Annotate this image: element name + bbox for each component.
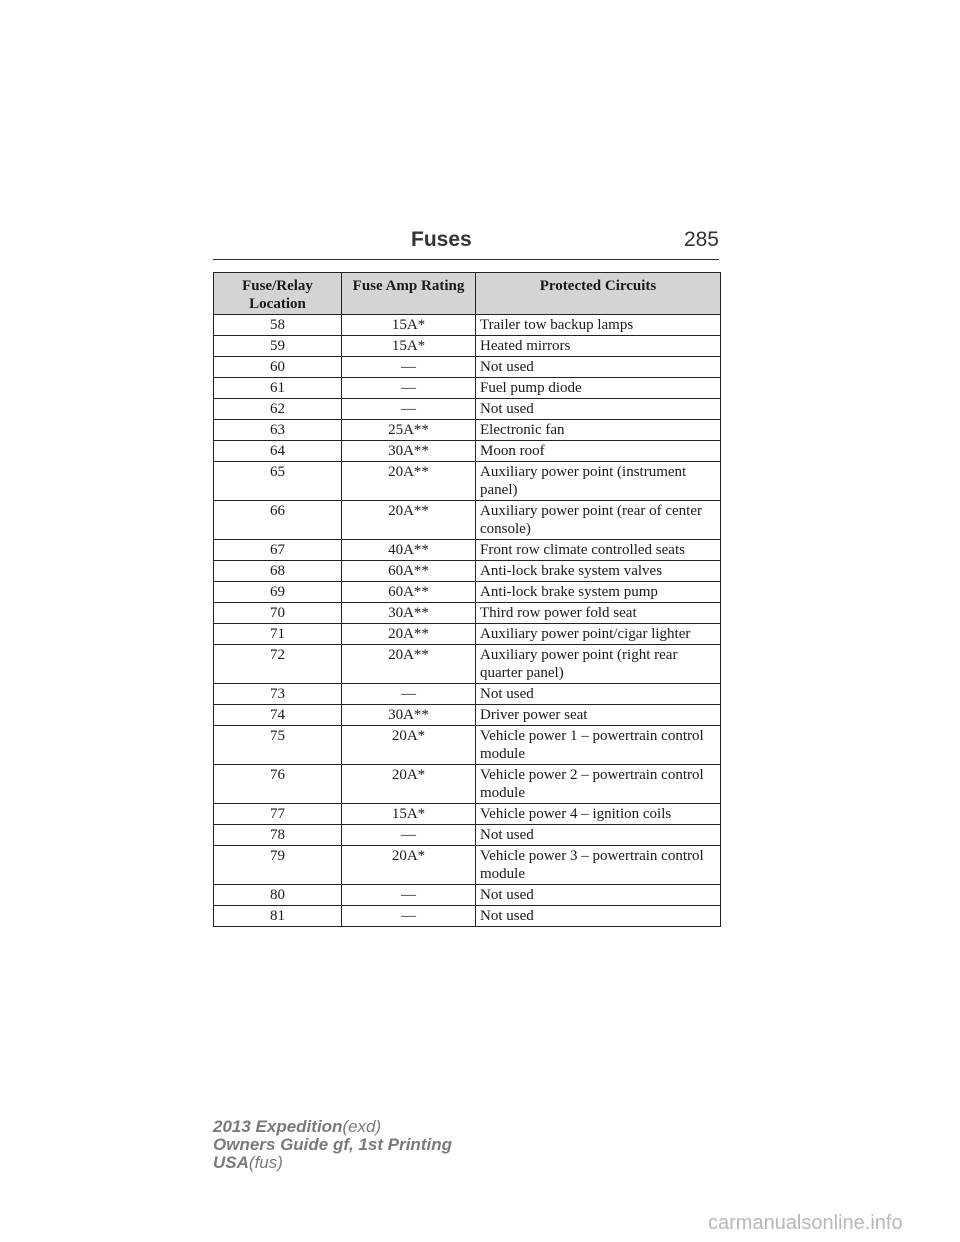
cell-amp-rating: 20A** xyxy=(342,501,476,540)
cell-protected-circuit: Vehicle power 3 – powertrain control module xyxy=(476,846,721,885)
cell-location: 64 xyxy=(214,441,342,462)
cell-location: 68 xyxy=(214,561,342,582)
table-row xyxy=(214,462,721,501)
cell-protected-circuit: Not used xyxy=(476,906,721,927)
table-row xyxy=(214,561,721,582)
table-header-row xyxy=(214,273,721,315)
cell-protected-circuit: Heated mirrors xyxy=(476,336,721,357)
table-row xyxy=(214,582,721,603)
cell-location: 78 xyxy=(214,825,342,846)
cell-location: 58 xyxy=(214,315,342,336)
table-row xyxy=(214,603,721,624)
footer-line-region: USA(fus) xyxy=(213,1153,283,1172)
table-row xyxy=(214,726,721,765)
cell-amp-rating: 20A** xyxy=(342,624,476,645)
page-number: 285 xyxy=(683,228,719,251)
table-row xyxy=(214,336,721,357)
section-title: Fuses xyxy=(411,228,472,251)
cell-protected-circuit: Vehicle power 1 – powertrain control module xyxy=(476,726,721,765)
cell-protected-circuit: Front row climate controlled seats xyxy=(476,540,721,561)
cell-amp-rating: 30A** xyxy=(342,603,476,624)
cell-protected-circuit: Auxiliary power point (instrument panel) xyxy=(476,462,721,501)
table-row xyxy=(214,906,721,927)
table-row xyxy=(214,825,721,846)
cell-location: 63 xyxy=(214,420,342,441)
cell-amp-rating: 30A** xyxy=(342,441,476,462)
cell-protected-circuit: Electronic fan xyxy=(476,420,721,441)
cell-location: 76 xyxy=(214,765,342,804)
cell-amp-rating: 15A* xyxy=(342,336,476,357)
cell-amp-rating: 20A** xyxy=(342,462,476,501)
footer-line-model: 2013 Expedition(exd) xyxy=(213,1117,382,1136)
cell-location: 60 xyxy=(214,357,342,378)
table-row xyxy=(214,846,721,885)
cell-protected-circuit: Anti-lock brake system valves xyxy=(476,561,721,582)
column-header-protected-circuits: Protected Circuits xyxy=(476,273,721,315)
table-row xyxy=(214,357,721,378)
cell-location: 73 xyxy=(214,684,342,705)
table-row xyxy=(214,804,721,825)
cell-protected-circuit: Anti-lock brake system pump xyxy=(476,582,721,603)
cell-location: 65 xyxy=(214,462,342,501)
table-row xyxy=(214,624,721,645)
cell-amp-rating: — xyxy=(342,684,476,705)
cell-location: 70 xyxy=(214,603,342,624)
cell-location: 71 xyxy=(214,624,342,645)
column-header-amp-rating: Fuse Amp Rating xyxy=(342,273,476,315)
cell-protected-circuit: Vehicle power 4 – ignition coils xyxy=(476,804,721,825)
cell-amp-rating: 60A** xyxy=(342,582,476,603)
cell-protected-circuit: Auxiliary power point (right rear quarter panel) xyxy=(476,645,721,684)
cell-protected-circuit: Not used xyxy=(476,885,721,906)
cell-location: 81 xyxy=(214,906,342,927)
cell-protected-circuit: Trailer tow backup lamps xyxy=(476,315,721,336)
cell-location: 61 xyxy=(214,378,342,399)
cell-protected-circuit: Auxiliary power point (rear of center console) xyxy=(476,501,721,540)
cell-protected-circuit: Not used xyxy=(476,399,721,420)
table-row xyxy=(214,315,721,336)
table-row xyxy=(214,684,721,705)
cell-protected-circuit: Third row power fold seat xyxy=(476,603,721,624)
cell-amp-rating: 60A** xyxy=(342,561,476,582)
table-row xyxy=(214,378,721,399)
cell-protected-circuit: Not used xyxy=(476,684,721,705)
footer-line-guide: Owners Guide gf, 1st Printing xyxy=(213,1135,452,1154)
cell-amp-rating: 40A** xyxy=(342,540,476,561)
cell-protected-circuit: Auxiliary power point/cigar lighter xyxy=(476,624,721,645)
cell-location: 77 xyxy=(214,804,342,825)
column-header-location: Fuse/Relay Location xyxy=(214,273,342,315)
cell-amp-rating: — xyxy=(342,825,476,846)
cell-amp-rating: — xyxy=(342,378,476,399)
cell-amp-rating: 25A** xyxy=(342,420,476,441)
cell-location: 72 xyxy=(214,645,342,684)
cell-protected-circuit: Not used xyxy=(476,825,721,846)
cell-location: 75 xyxy=(214,726,342,765)
table-row xyxy=(214,540,721,561)
table-row xyxy=(214,420,721,441)
cell-amp-rating: — xyxy=(342,906,476,927)
cell-amp-rating: 20A* xyxy=(342,846,476,885)
cell-location: 62 xyxy=(214,399,342,420)
cell-amp-rating: 20A* xyxy=(342,726,476,765)
cell-protected-circuit: Vehicle power 2 – powertrain control module xyxy=(476,765,721,804)
table-row xyxy=(214,765,721,804)
cell-protected-circuit: Driver power seat xyxy=(476,705,721,726)
cell-amp-rating: 20A** xyxy=(342,645,476,684)
cell-location: 80 xyxy=(214,885,342,906)
cell-protected-circuit: Not used xyxy=(476,357,721,378)
header-divider xyxy=(213,259,719,260)
table-row xyxy=(214,399,721,420)
cell-amp-rating: — xyxy=(342,885,476,906)
cell-location: 66 xyxy=(214,501,342,540)
cell-location: 59 xyxy=(214,336,342,357)
cell-protected-circuit: Fuel pump diode xyxy=(476,378,721,399)
cell-amp-rating: 30A** xyxy=(342,705,476,726)
cell-amp-rating: 15A* xyxy=(342,804,476,825)
table-row xyxy=(214,441,721,462)
watermark: carmanualsonline.info xyxy=(708,1212,903,1234)
cell-amp-rating: 20A* xyxy=(342,765,476,804)
cell-location: 79 xyxy=(214,846,342,885)
cell-amp-rating: — xyxy=(342,357,476,378)
document-footer xyxy=(213,1118,452,1172)
cell-location: 67 xyxy=(214,540,342,561)
cell-amp-rating: 15A* xyxy=(342,315,476,336)
cell-amp-rating: — xyxy=(342,399,476,420)
table-row xyxy=(214,885,721,906)
table-row xyxy=(214,501,721,540)
page-header xyxy=(213,226,719,260)
table-row xyxy=(214,645,721,684)
cell-location: 69 xyxy=(214,582,342,603)
cell-protected-circuit: Moon roof xyxy=(476,441,721,462)
cell-location: 74 xyxy=(214,705,342,726)
fuse-table xyxy=(213,272,721,927)
table-row xyxy=(214,705,721,726)
